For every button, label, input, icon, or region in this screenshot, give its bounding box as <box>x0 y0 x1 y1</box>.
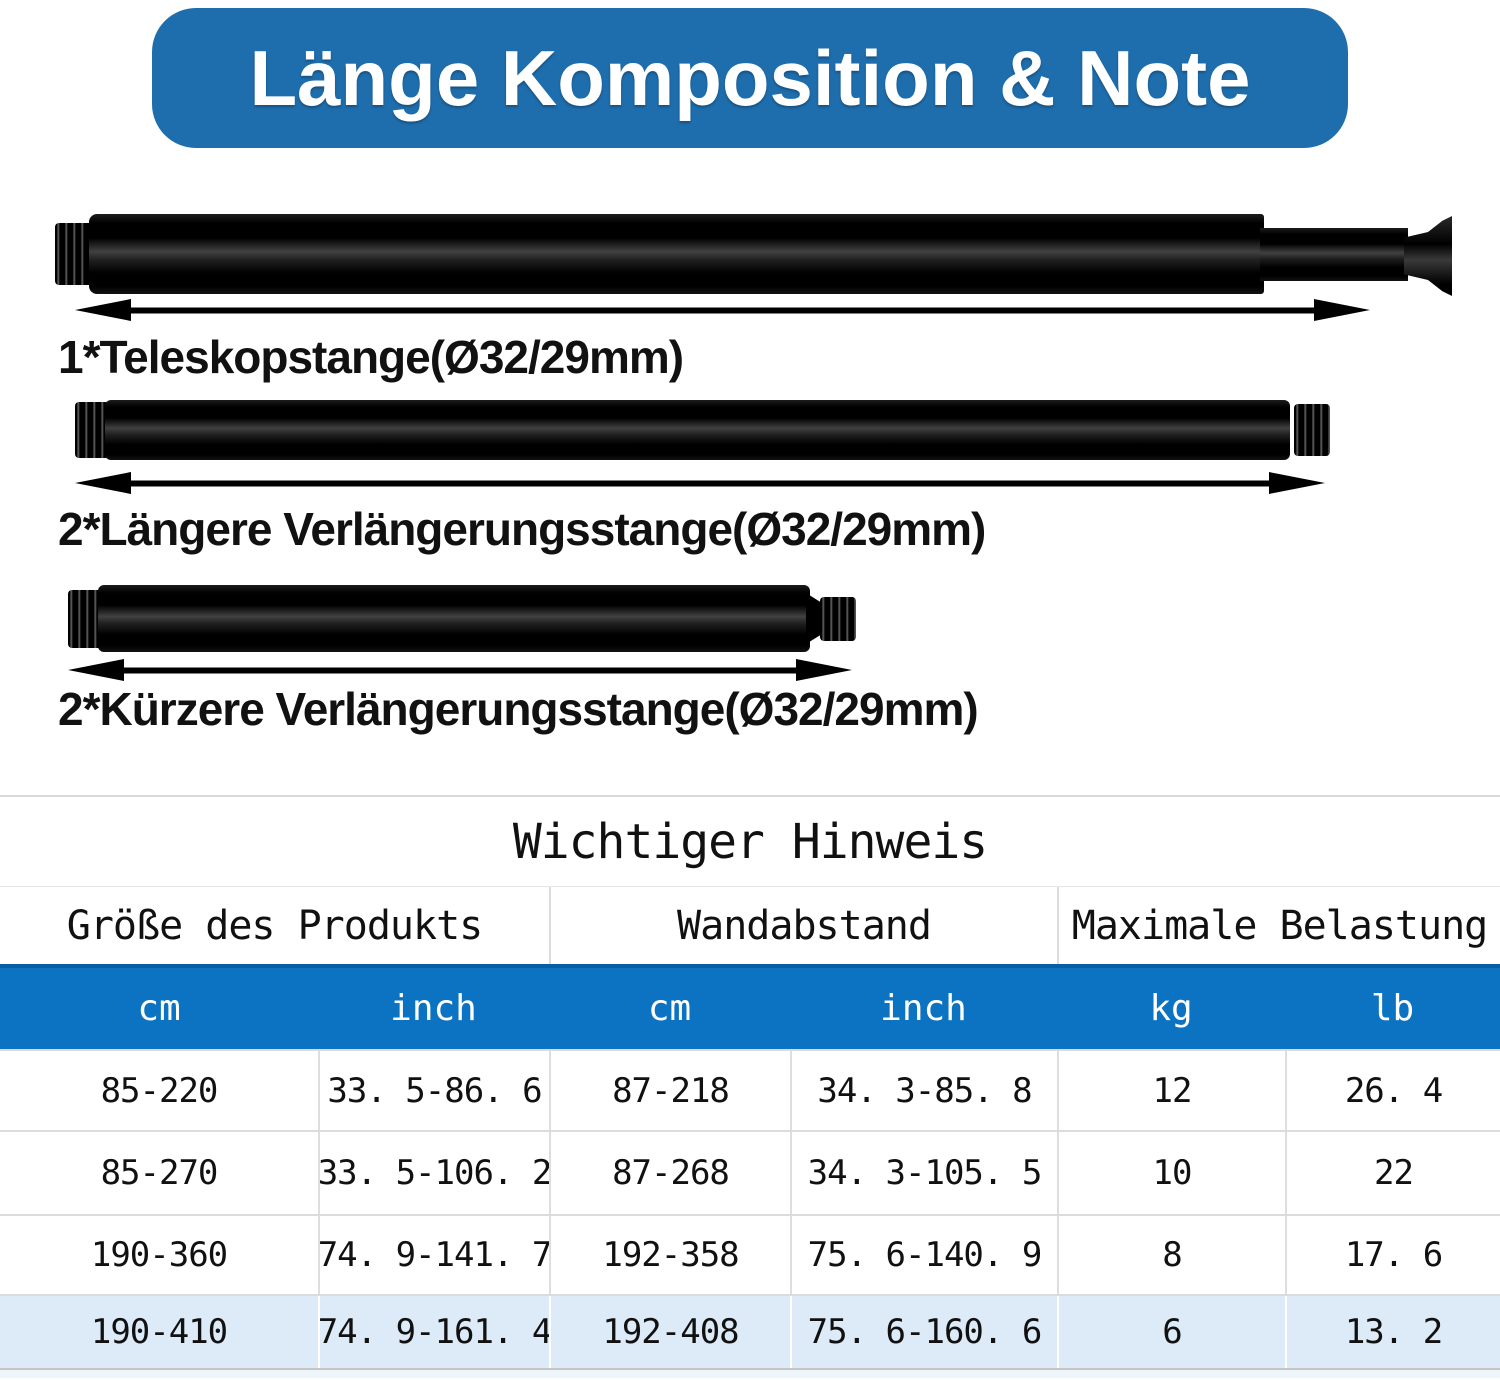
group-header-wall-distance: Wandabstand <box>549 887 1057 964</box>
table-row <box>0 1214 1500 1294</box>
table-cell: 190-410 <box>90 1312 228 1352</box>
telescopic-rod-image <box>55 212 1397 298</box>
rod-label-shorter-extension: 2*Kürzere Verlängerungsstange(Ø32/29mm) <box>58 683 978 735</box>
unit-header-inch: inch <box>880 988 967 1029</box>
table-unit-header-row <box>0 964 1500 1049</box>
table-cell: 74. 9-141. 7 <box>318 1216 549 1294</box>
table-cell: 13. 2 <box>1285 1296 1500 1368</box>
group-header-max-load: Maximale Belastung <box>1057 887 1500 964</box>
rod-tube <box>105 400 1290 460</box>
table-cell: 192-358 <box>549 1216 790 1294</box>
shorter-extension-rod-image <box>68 585 856 652</box>
rod-thread-left <box>68 590 102 648</box>
unit-header-inch: inch <box>390 988 477 1029</box>
rod-thread-right <box>820 597 856 641</box>
rod-thick-tube <box>89 214 1264 294</box>
table-cell: 85-220 <box>100 1070 218 1111</box>
rod-end-cap <box>1404 216 1452 296</box>
table-cell: 74. 9-161. 4 <box>318 1296 549 1368</box>
table-bottom-strip <box>0 1370 1500 1378</box>
table-cell: 75. 6-140. 9 <box>790 1216 1057 1294</box>
table-cell: 87-218 <box>549 1051 790 1130</box>
table-cell: 34. 3-105. 5 <box>790 1132 1057 1214</box>
rod-label-telescopic: 1*Teleskopstange(Ø32/29mm) <box>58 331 684 383</box>
table-title-row <box>0 797 1500 887</box>
table-cell: 75. 6-160. 6 <box>790 1296 1057 1368</box>
table-cell: 26. 4 <box>1285 1051 1500 1130</box>
longer-extension-rod-image <box>75 400 1330 460</box>
table-title: Wichtiger Hinweis <box>512 813 988 870</box>
table-cell: 10 <box>1057 1132 1285 1214</box>
table-row <box>0 1049 1500 1130</box>
table-cell: 22 <box>1285 1132 1500 1214</box>
unit-header-lb: lb <box>1370 988 1415 1029</box>
table-cell: 192-408 <box>549 1296 790 1368</box>
length-arrow-icon <box>75 295 1370 325</box>
unit-header-cm: cm <box>137 988 181 1029</box>
table-cell: 33. 5-86. 6 <box>318 1051 549 1130</box>
table-cell: 34. 3-85. 8 <box>790 1051 1057 1130</box>
table-cell: 87-268 <box>549 1132 790 1214</box>
table-cell: 85-270 <box>100 1153 218 1193</box>
table-row-highlighted <box>0 1294 1500 1370</box>
length-arrow-icon <box>75 468 1325 498</box>
table-cell: 190-360 <box>90 1235 228 1275</box>
table-cell: 6 <box>1057 1296 1285 1368</box>
page-title: Länge Komposition & Note <box>249 33 1251 122</box>
rod-thread-left <box>75 402 109 458</box>
rod-tube <box>98 585 810 652</box>
table-cell: 12 <box>1057 1051 1285 1130</box>
notice-table <box>0 795 1500 1380</box>
unit-header-cm: cm <box>647 988 692 1029</box>
table-cell: 33. 5-106. 2 <box>318 1132 549 1214</box>
rod-thread-right <box>1294 404 1330 456</box>
rod-thin-tube <box>1260 228 1408 281</box>
table-cell: 17. 6 <box>1285 1216 1500 1294</box>
rod-label-longer-extension: 2*Längere Verlängerungsstange(Ø32/29mm) <box>58 503 986 555</box>
length-arrow-icon <box>68 655 852 685</box>
table-cell: 8 <box>1057 1216 1285 1294</box>
table-group-header-row <box>0 887 1500 964</box>
unit-header-kg: kg <box>1149 988 1193 1029</box>
header-banner <box>152 8 1348 148</box>
table-row <box>0 1130 1500 1214</box>
rod-thread-left <box>55 223 93 285</box>
group-header-product-size: Größe des Produkts <box>66 902 483 949</box>
